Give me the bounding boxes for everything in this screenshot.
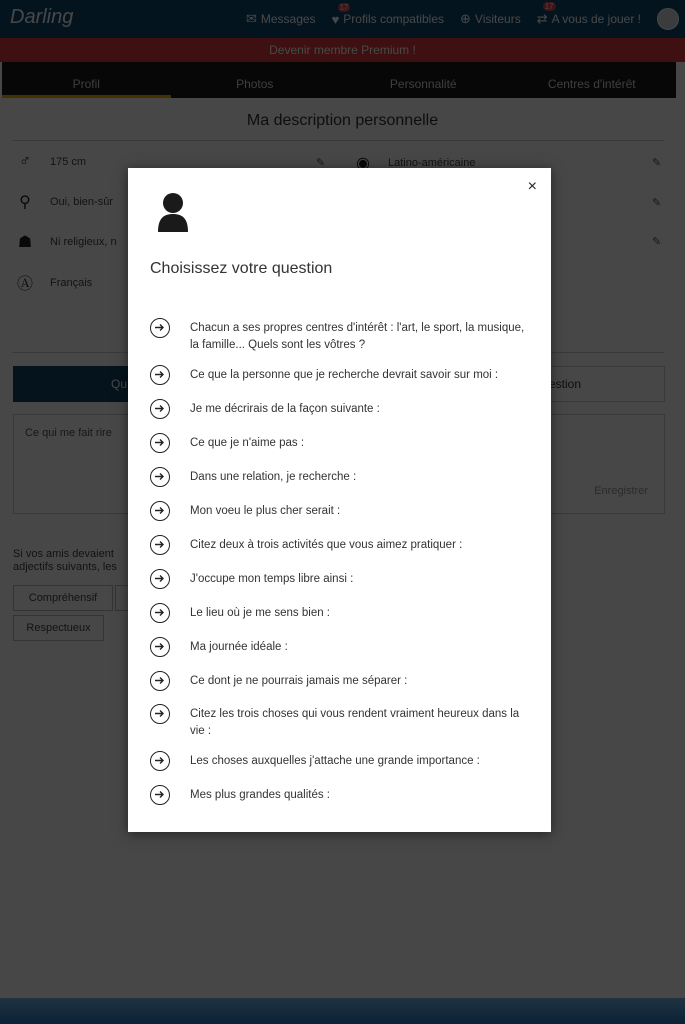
question-option[interactable] [150,435,530,453]
arrow-right-circle-icon [150,637,170,657]
arrow-right-circle-icon [150,704,170,724]
question-text: Ce que la personne que je recherche devrait savoir sur moi : [190,369,499,381]
question-option[interactable] [150,367,530,385]
question-option[interactable] [150,605,530,623]
question-text: Ce dont je ne pourrais jamais me séparer : [190,675,408,687]
question-option[interactable] [150,753,530,771]
arrow-right-circle-icon [150,467,170,487]
arrow-right-circle-icon [150,365,170,385]
question-text: J'occupe mon temps libre ainsi : [190,573,354,585]
question-option[interactable] [150,673,530,691]
arrow-right-circle-icon [150,671,170,691]
question-text: Le lieu où je me sens bien : [190,607,331,619]
choose-question-dialog [128,168,551,832]
question-option[interactable] [150,537,530,555]
arrow-right-circle-icon [150,751,170,771]
arrow-right-circle-icon [150,433,170,453]
question-option[interactable] [150,469,530,487]
question-option[interactable] [150,320,530,354]
dialog-title: Choisissez votre question [150,260,333,277]
question-text: Ce que je n'aime pas : [190,437,305,449]
user-silhouette-icon [156,192,190,234]
question-option[interactable] [150,639,530,657]
question-text: Citez les trois choses qui vous rendent vraiment heureux dans la vie : [190,708,520,737]
question-option[interactable] [150,503,530,521]
arrow-right-circle-icon [150,785,170,805]
arrow-right-circle-icon [150,603,170,623]
question-text: Dans une relation, je recherche : [190,471,357,483]
question-text: Mes plus grandes qualités : [190,789,330,801]
question-text: Les choses auxquelles j'attache une grande importance : [190,755,480,767]
question-option[interactable] [150,787,530,805]
close-icon[interactable]: × [527,178,537,195]
question-text: Chacun a ses propres centres d'intérêt : l'art, le sport, la musique, la famille... Quels sont les vôtres ? [190,322,525,351]
arrow-right-circle-icon [150,318,170,338]
question-option[interactable] [150,571,530,589]
question-text: Ma journée idéale : [190,641,288,653]
arrow-right-circle-icon [150,535,170,555]
question-option[interactable] [150,401,530,419]
question-text: Je me décrirais de la façon suivante : [190,403,380,415]
question-text: Mon voeu le plus cher serait : [190,505,341,517]
arrow-right-circle-icon [150,399,170,419]
arrow-right-circle-icon [150,501,170,521]
question-option[interactable] [150,706,530,740]
question-text: Citez deux à trois activités que vous aimez pratiquer : [190,539,463,551]
arrow-right-circle-icon [150,569,170,589]
